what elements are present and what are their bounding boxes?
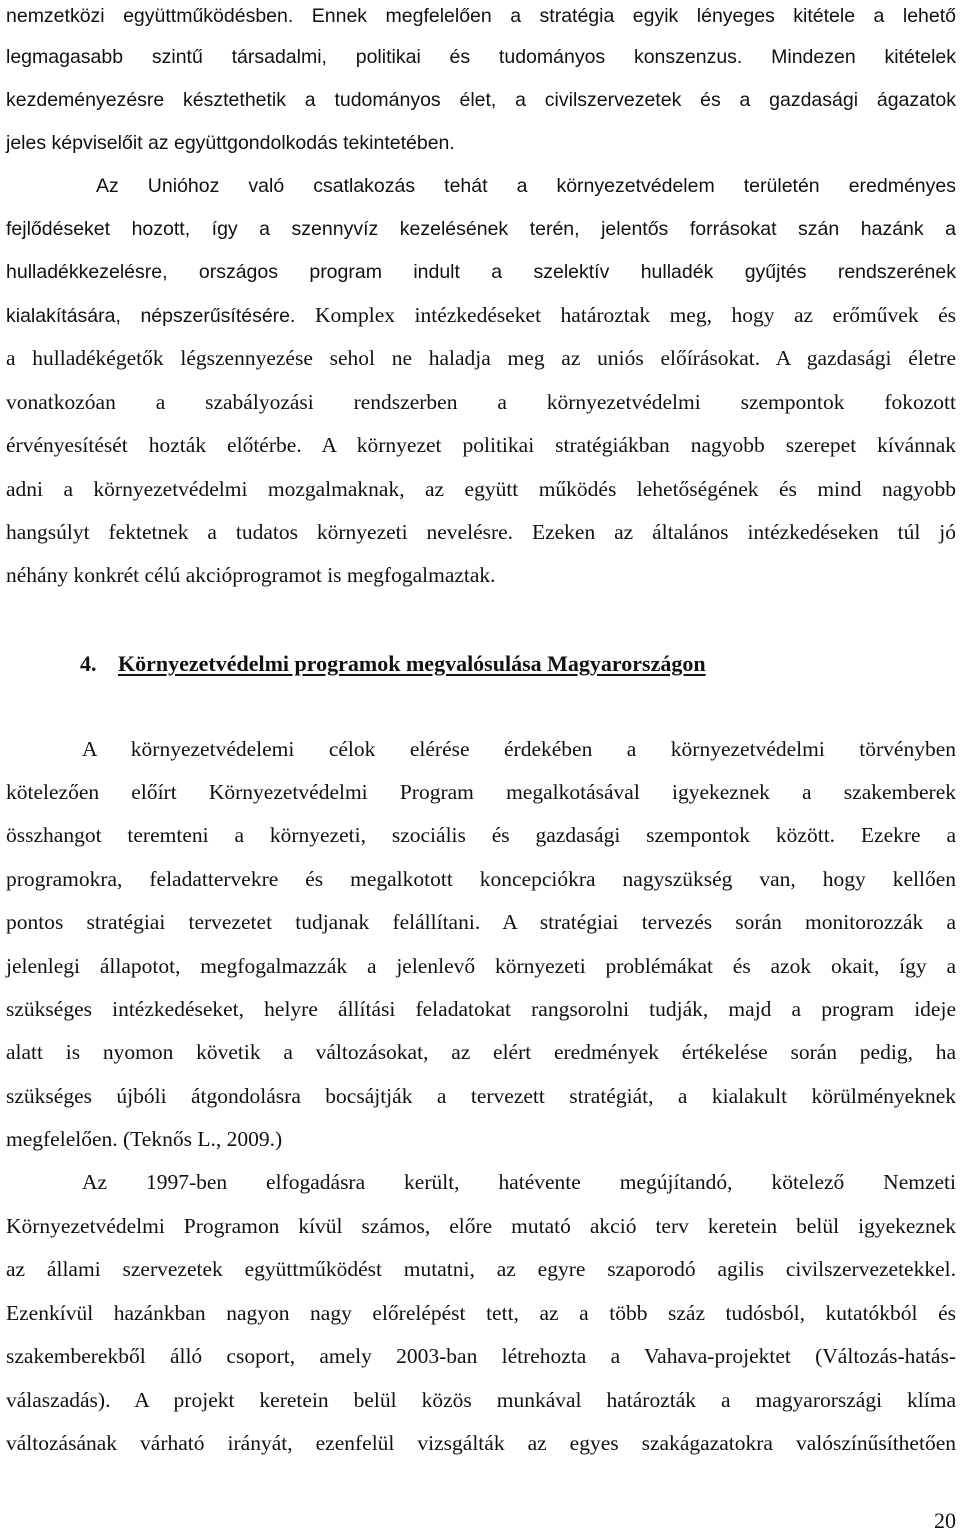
paragraph-2-line-10: néhány konkrét célú akcióprogramot is megfogalmaztak. <box>6 563 496 587</box>
paragraph-3-line-3: összhangot teremteni a környezeti, szociális és gazdasági szempontok között. Ezekre a <box>6 823 956 847</box>
page-number: 20 <box>934 1508 956 1533</box>
paragraph-3-line-7: szükséges intézkedéseket, helyre állítási feladatokat rangsorolni tudják, majd a program ideje <box>6 997 956 1021</box>
section-heading <box>80 650 706 678</box>
paragraph-1-line-2: legmagasabb szintű társadalmi, politikai és tudományos konszenzus. Mindezen kitételek <box>6 46 956 68</box>
paragraph-2-line-5: a hulladékégetők légszennyezése sehol ne haladja meg az uniós előírásokat. A gazdasági életre <box>6 346 956 370</box>
paragraph-3-line-10: megfelelően. (Teknős L., 2009.) <box>6 1127 283 1151</box>
paragraph-2-line-4 <box>6 301 956 330</box>
paragraph-3-line-8: alatt is nyomon követik a változásokat, az elért eredmények értékelése során pedig, ha <box>6 1040 956 1064</box>
paragraph-4-line-6: válaszadás). A projekt keretein belül közös munkával határozták a magyarországi klíma <box>6 1388 956 1412</box>
paragraph-4-line-3: az állami szervezetek együttműködést mutatni, az egyre szaporodó agilis civilszervezetekkel. <box>6 1257 956 1281</box>
paragraph-2-line-4-sans: kialakítására, népszerűsítésére. <box>6 305 296 327</box>
paragraph-2-line-9: hangsúlyt fektetnek a tudatos környezeti nevelésre. Ezeken az általános intézkedéseken túl jó <box>6 520 956 544</box>
paragraph-4-line-5: szakemberekből álló csoport, amely 2003-ban létrehozta a Vahava-projektet (Változás-hatás- <box>6 1344 956 1368</box>
paragraph-3-line-4: programokra, feladattervekre és megalkotott koncepciókra nagyszükség van, hogy kellően <box>6 867 956 891</box>
paragraph-3-line-2: kötelezően előírt Környezetvédelmi Program megalkotásával igyekeznek a szakemberek <box>6 780 956 804</box>
section-title: Környezetvédelmi programok megvalósulása Magyarországon <box>118 651 706 676</box>
section-number: 4. <box>80 651 97 676</box>
paragraph-2-line-6: vonatkozóan a szabályozási rendszerben a környezetvédelmi szempontok fokozott <box>6 390 956 414</box>
paragraph-2-line-3: hulladékkezelésre, országos program indult a szelektív hulladék gyűjtés rendszerének <box>6 261 956 283</box>
paragraph-3-line-9: szükséges újbóli átgondolásra bocsájtják a tervezett stratégiát, a kialakult körülményeknek <box>6 1084 956 1108</box>
paragraph-3-line-5: pontos stratégiai tervezetet tudjanak felállítani. A stratégiai tervezés során monitorozzák a <box>6 910 956 934</box>
paragraph-4-line-4: Ezenkívül hazánkban nagyon nagy előrelépést tett, az a több száz tudósból, kutatókból és <box>6 1301 956 1325</box>
paragraph-4-line-2: Környezetvédelmi Programon kívül számos, előre mutató akció terv keretein belül igyekeznek <box>6 1214 956 1238</box>
paragraph-4-line-7: változásának várható irányát, ezenfelül vizsgálták az egyes szakágazatokra valószínűsíthetően <box>6 1431 956 1455</box>
paragraph-3-line-6: jelenlegi állapotot, megfogalmazzák a jelenlevő környezeti problémákat és azok okait, így a <box>6 954 956 978</box>
paragraph-1-line-1: nemzetközi együttműködésben. Ennek megfelelően a stratégia egyik lényeges kitétele a lehető <box>6 5 956 27</box>
paragraph-2-line-7: érvényesítését hozták előtérbe. A környezet politikai stratégiákban nagyobb szerepet kívánnak <box>6 433 956 457</box>
paragraph-2-line-1: Az Unióhoz való csatlakozás tehát a környezetvédelem területén eredményes <box>96 175 956 197</box>
paragraph-2-line-2: fejlődéseket hozott, így a szennyvíz kezelésének terén, jelentős forrásokat szán hazánk a <box>6 218 956 240</box>
paragraph-4-line-1: Az 1997-ben elfogadásra került, hatévente megújítandó, kötelező Nemzeti <box>82 1170 956 1194</box>
paragraph-2-line-4-serif: Komplex intézkedéseket határoztak meg, hogy az erőművek és <box>295 303 956 327</box>
paragraph-3-line-1: A környezetvédelemi célok elérése érdekében a környezetvédelmi törvényben <box>82 737 956 761</box>
paragraph-1-line-4: jeles képviselőit az együttgondolkodás tekintetében. <box>6 132 455 154</box>
paragraph-2-line-8: adni a környezetvédelmi mozgalmaknak, az együtt működés lehetőségének és mind nagyobb <box>6 477 956 501</box>
paragraph-1-line-3: kezdeményezésre késztethetik a tudományos élet, a civilszervezetek és a gazdasági ágazatok <box>6 89 956 111</box>
